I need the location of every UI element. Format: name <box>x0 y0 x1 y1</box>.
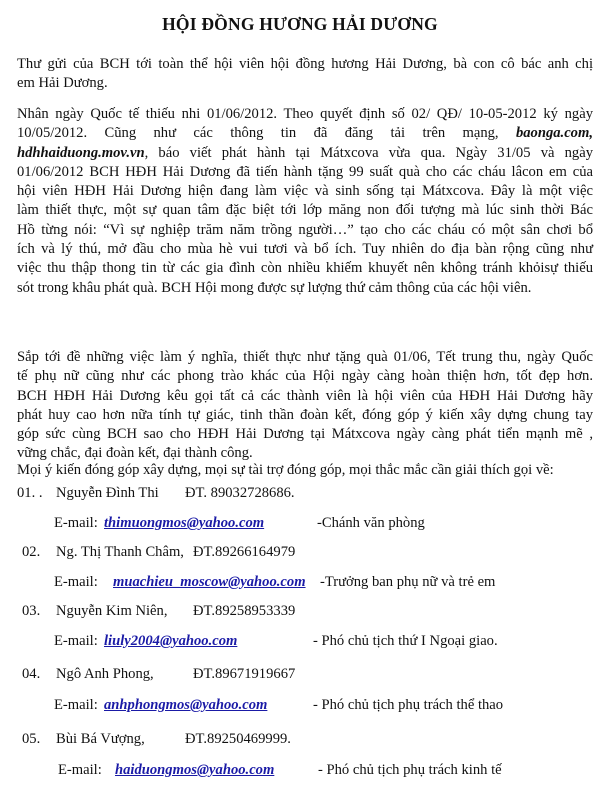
text-line: Mọi ý kiến đóng góp xây dựng, mọi sự tài trợ đóng góp, mọi thắc mắc cần giải thích gọi về: <box>17 462 554 478</box>
contact-role: - Phó chủ tịch phụ trách thể thao <box>313 697 504 713</box>
contact-entry <box>0 731 600 791</box>
call-to-action-paragraph <box>17 348 593 464</box>
text-line: phát huy cao hơn nữa tính tự giác, tinh thần đoàn kết, đóng góp ý kiến xây dựng chung tay <box>17 406 593 423</box>
text-line <box>17 124 593 143</box>
announcement-paragraph <box>17 105 593 298</box>
contact-number: 01. . <box>17 485 43 501</box>
email-label: E-mail: <box>54 515 98 531</box>
contact-phone: ĐT.89671919667 <box>193 666 296 682</box>
text-line: BCH HĐH Hải Dương kêu gọi tất cả các thành viên là hội viên của HĐH Hải Dương hãy <box>17 387 593 404</box>
contact-phone: ĐT.89250469999. <box>185 731 291 747</box>
contact-entry <box>0 666 600 726</box>
contact-intro-paragraph <box>17 461 593 480</box>
contact-name: Nguyễn Kim Niên, <box>56 603 168 619</box>
contact-entry <box>0 485 600 545</box>
text-line <box>17 144 593 163</box>
email-link[interactable]: anhphongmos@yahoo.com <box>104 697 268 713</box>
email-link[interactable]: haiduongmos@yahoo.com <box>115 762 275 778</box>
email-label: E-mail: <box>54 697 98 713</box>
text-line: việc thu thập thong tin từ các gia đình còn nhiều khiếm khuyết nên không tránh khỏisự thiếu <box>17 260 593 277</box>
email-link[interactable]: thimuongmos@yahoo.com <box>104 515 265 531</box>
text-line: làm thiết thực, một sự quan tâm đặc biệt tới lớp măng non đối tượng mà lúc sinh thời Bác <box>17 202 593 219</box>
text-line: tế phụ nữ cũng như các phong trào khác của Hội ngày càng hoàn thiện hơn, tốt đẹp hơn. <box>17 368 593 385</box>
contact-name: Bùi Bá Vượng, <box>56 731 145 747</box>
text-line: Thư gửi của BCH tới toàn thể hội viên hội đồng hương Hải Dương, bà con cô bác anh chị <box>17 56 593 72</box>
contact-number: 05. <box>22 731 41 747</box>
contact-number: 04. <box>22 666 41 682</box>
contact-phone: ĐT.89258953339 <box>193 603 296 619</box>
contact-role: -Trưởng ban phụ nữ và trẻ em <box>320 574 496 590</box>
greeting-paragraph <box>17 55 593 94</box>
text-line: ích và lý thú, mở đầu cho mùa hè vui tươi và bổ ích. Tuy nhiên do địa bàn rộng cũng như <box>17 241 593 258</box>
contact-entry <box>0 544 600 604</box>
document-title: HỘI ĐỒNG HƯƠNG HẢI DƯƠNG <box>162 14 438 34</box>
contact-number: 03. <box>22 603 41 619</box>
contact-role: - Phó chủ tịch phụ trách kinh tế <box>318 762 502 778</box>
text-segment: 10/05/2012. Cũng như các thông tin đã đăng tải trên mạng, <box>17 125 499 142</box>
text-segment: , báo viết phát hành tại Mátxcova vừa qua. Ngày 31/05 và ngày <box>144 144 593 161</box>
text-line: sót trong khâu phát quà. BCH Hội mong được sự lượng thứ cảm thông của các hội viên. <box>17 279 532 296</box>
text-line: vững chắc, đại đoàn kết, đại thành công. <box>17 445 253 462</box>
text-line: góp sức cùng BCH sao cho HĐH Hải Dương tại Mátxcova ngày càng phát tiển mạnh mẽ , <box>17 426 593 443</box>
email-label: E-mail: <box>58 762 102 778</box>
text-line: Hồ từng nói: “Vì sự nghiệp trăm năm trồng người…” tạo cho các cháu có một sân chơi bổ <box>17 221 593 238</box>
text-line: Sắp tới đề những việc làm ý nghĩa, thiết thực như tặng quà 01/06, Tết trung thu, ngày Quốc <box>17 349 593 365</box>
contact-entry <box>0 603 600 663</box>
text-line: hội viên HĐH Hải Dương hiện đang làm việc và sinh sống tại Mátxcova. Đây là một việc <box>17 183 593 200</box>
text-line: em Hải Dương. <box>17 75 108 92</box>
contact-role: -Chánh văn phòng <box>317 515 425 531</box>
text-line: 01/06/2012 BCH HĐH Hải Dương đã tiến hành tặng 99 suất quà cho các cháu lâcon em của <box>17 163 593 180</box>
email-link[interactable]: liuly2004@yahoo.com <box>104 633 238 649</box>
email-link[interactable]: muachieu_moscow@yahoo.com <box>113 574 306 590</box>
contact-phone: ĐT. 89032728686. <box>185 485 295 501</box>
email-label: E-mail: <box>54 574 98 590</box>
text-line: Nhân ngày Quốc tế thiếu nhi 01/06/2012. Theo quyết định số 02/ QĐ/ 10-05-2012 ký ngày <box>17 106 593 122</box>
website-baonga: baonga.com, <box>515 125 593 142</box>
website-hdhhaiduong: hdhhaiduong.mov.vn <box>17 144 145 161</box>
email-label: E-mail: <box>54 633 98 649</box>
contact-name: Ngô Anh Phong, <box>56 666 154 682</box>
contact-phone: ĐT.89266164979 <box>193 544 296 560</box>
contact-number: 02. <box>22 544 41 560</box>
contact-name: Ng. Thị Thanh Châm, <box>56 544 184 560</box>
contact-role: - Phó chủ tịch thứ I Ngoại giao. <box>313 633 498 649</box>
contact-name: Nguyễn Đình Thi <box>56 485 159 501</box>
